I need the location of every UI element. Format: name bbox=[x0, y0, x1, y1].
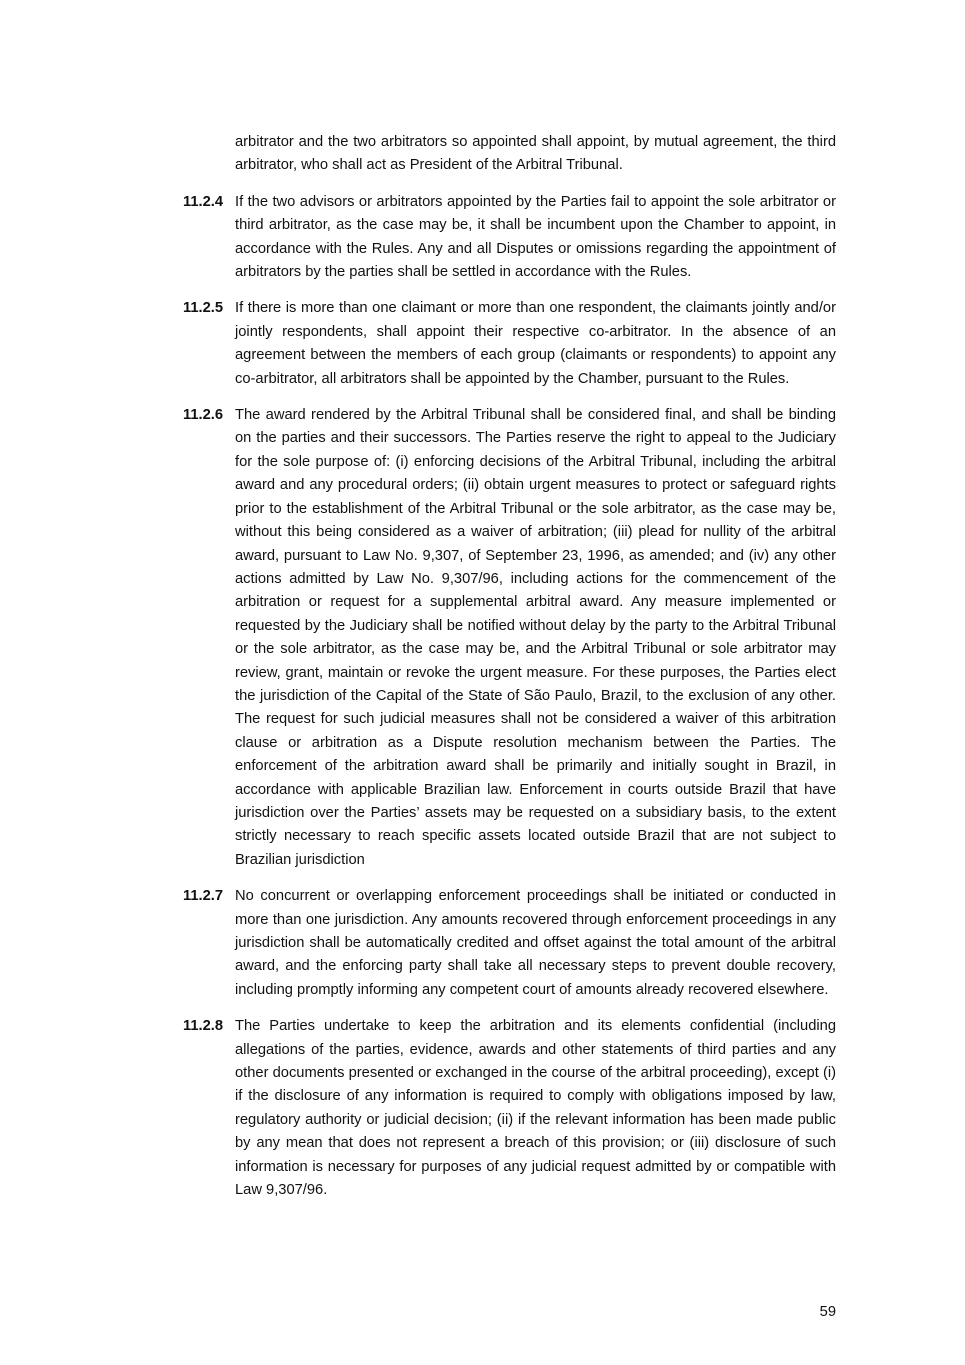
clause-number: 11.2.4 bbox=[183, 193, 224, 210]
clause-11-2-6 bbox=[183, 404, 836, 872]
clause-11-2-4 bbox=[183, 191, 836, 285]
clause-text: arbitrator and the two arbitrators so appointed shall appoint, by mutual agreement, the third arbitrator, who shall act as President of the Arbitral Tribunal. bbox=[235, 134, 836, 174]
clause-number: 11.2.6 bbox=[183, 407, 224, 424]
clause-text: The Parties undertake to keep the arbitration and its elements confidential (including allegations of the parties, evidence, awards and other statements of third parties and any other documents presented or exchanged in the course of the arbitral proceeding), except (i) if the disclosure of any information is required to comply with obligations imposed by law, regulatory authority or judicial decision; (ii) if the relevant information has been made public by any mean that does not represent a breach of this provision; or (iii) disclosure of such information is necessary for purposes of any judicial request admitted by or compatible with Law 9,307/96. bbox=[235, 1018, 836, 1199]
page-number: 59 bbox=[819, 1304, 836, 1320]
document-body bbox=[183, 131, 836, 1215]
clause-text: If the two advisors or arbitrators appointed by the Parties fail to appoint the sole arbitrator or third arbitrator, as the case may be, it shall be incumbent upon the Chamber to appoint, in accordance with the Rules. Any and all Disputes or omissions regarding the appointment of arbitrators by the parties shall be settled in accordance with the Rules. bbox=[235, 193, 836, 281]
clause-11-2-8 bbox=[183, 1015, 836, 1202]
clause-text: If there is more than one claimant or more than one respondent, the claimants jointly and/or jointly respondents, shall appoint their respective co-arbitrator. In the absence of an agreement between the members of each group (claimants or respondents) to appoint any co-arbitrator, all arbitrators shall be appointed by the Chamber, pursuant to the Rules. bbox=[235, 300, 836, 387]
clause-number: 11.2.5 bbox=[183, 300, 224, 317]
clause-number: 11.2.8 bbox=[183, 1018, 224, 1035]
clause-11-2-7 bbox=[183, 885, 836, 1002]
clause-text: No concurrent or overlapping enforcement proceedings shall be initiated or conducted in more than one jurisdiction. Any amounts recovered through enforcement proceedings in any jurisdiction shall be automatically credited and offset against the total amount of the arbitral award, and the enforcing party shall take all necessary steps to prevent double recovery, including promptly informing any competent court of amounts already recovered elsewhere. bbox=[235, 888, 836, 998]
clause-text: The award rendered by the Arbitral Tribunal shall be considered final, and shall be binding on the parties and their successors. The Parties reserve the right to appeal to the Judiciary for the sole purpose of: (i) enforcing decisions of the Arbitral Tribunal, including the arbitral award and any procedural orders; (ii) obtain urgent measures to protect or safeguard rights prior to the establishment of the Arbitral Tribunal or the sole arbitrator, as the case may be, without this being considered as a waiver of arbitration; (iii) plead for nullity of the arbitral award, pursuant to Law No. 9,307, of September 23, 1996, as amended; and (iv) any other actions admitted by Law No. 9,307/96, including actions for the commencement of the arbitration or request for a supplemental arbitral award. Any measure implemented or requested by the Judiciary shall be notified without delay by the party to the Arbitral Tribunal or the sole arbitrator, as the case may be, and the Arbitral Tribunal or sole arbitrator may review, grant, maintain or revoke the urgent measure. For these purposes, the Parties elect the jurisdiction of the Capital of the State of São Paulo, Brazil, to the exclusion of any other. The request for such judicial measures shall not be considered a waiver of this arbitration clause or arbitration as a Dispute resolution mechanism between the Parties. The enforcement of the arbitration award shall be primarily and initially sought in Brazil, in accordance with applicable Brazilian law. Enforcement in courts outside Brazil that have jurisdiction over the Parties’ assets may be requested on a subsidiary basis, to the extent strictly necessary to reach specific assets located outside Brazil that are not subject to Brazilian jurisdiction bbox=[235, 407, 836, 868]
paragraph-continuation bbox=[183, 131, 836, 178]
clause-number-empty bbox=[183, 131, 235, 178]
clause-number: 11.2.7 bbox=[183, 888, 224, 905]
clause-11-2-5 bbox=[183, 297, 836, 391]
